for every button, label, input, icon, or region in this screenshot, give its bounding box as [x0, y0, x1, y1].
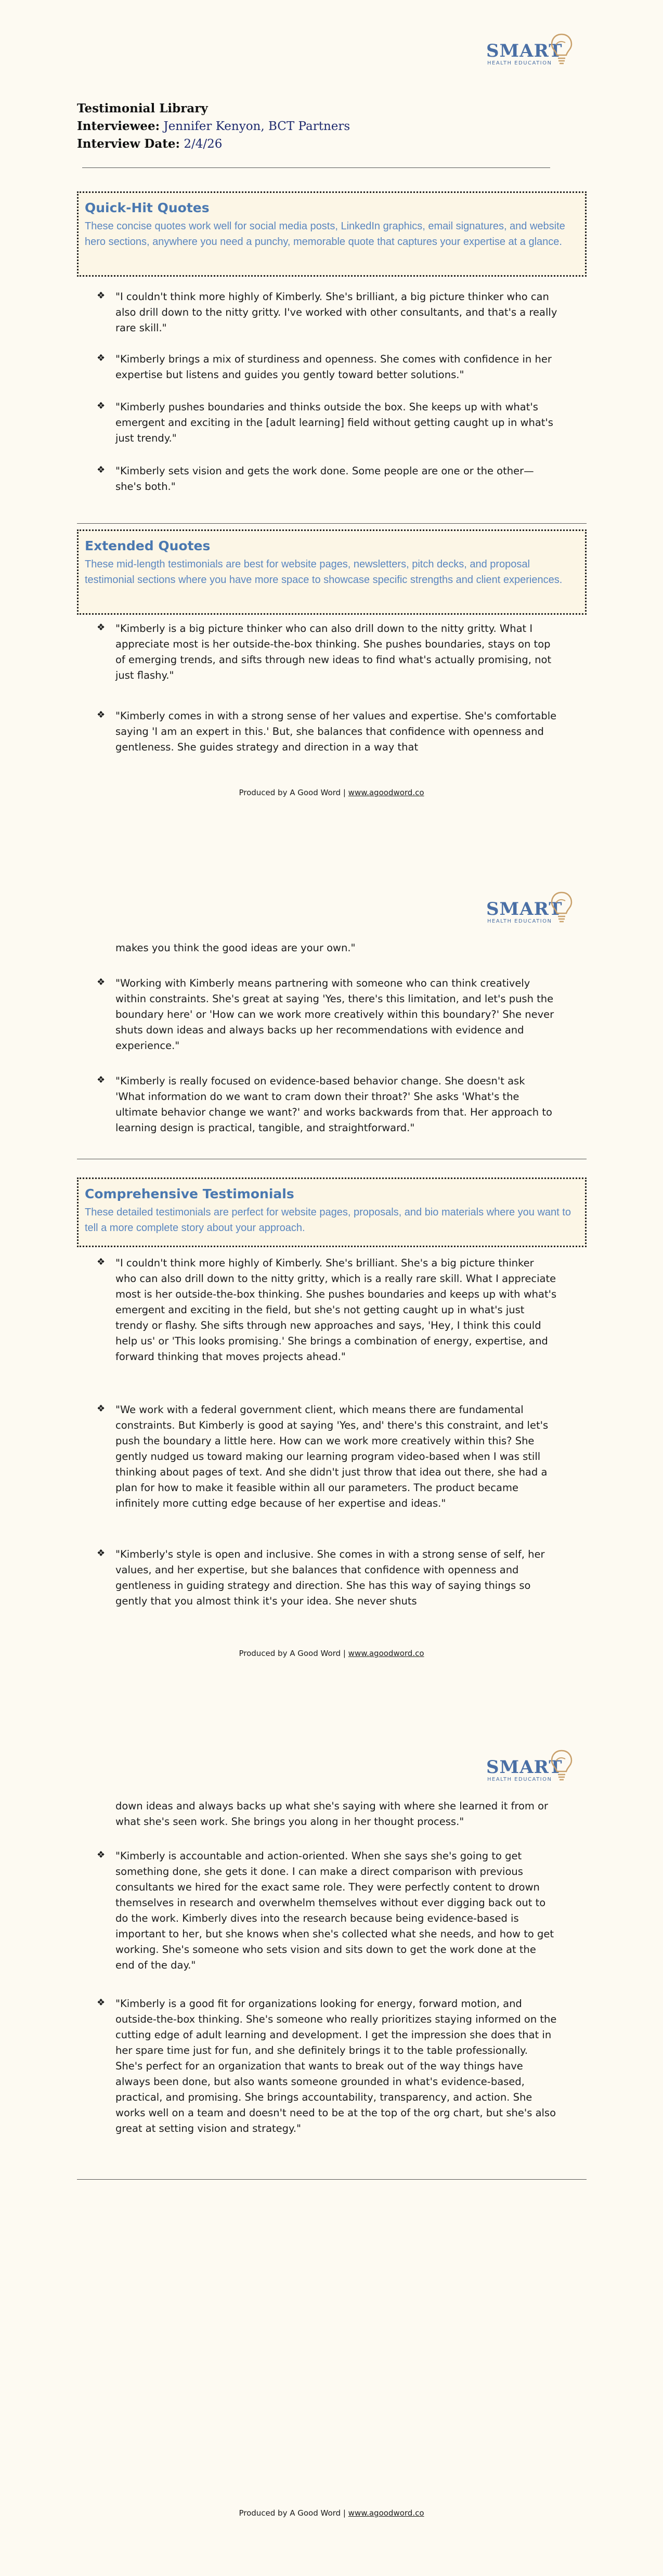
footer-text: Produced by A Good Word | [239, 788, 348, 797]
extended-section-header [77, 529, 587, 615]
bullet-icon: ❖ [97, 1075, 106, 1085]
bullet-icon: ❖ [97, 622, 106, 633]
document-title: Testimonial Library [77, 101, 208, 115]
quote-text: "Kimberly brings a mix of sturdiness and openness. She comes with confidence in her expertise but listens and guides you gently toward better solutions." [115, 353, 552, 381]
footer-text: Produced by A Good Word | [239, 2508, 348, 2518]
logo [486, 25, 575, 72]
section-title: Quick-Hit Quotes [85, 200, 210, 215]
interviewee-value: Jennifer Kenyon, BCT Partners [163, 120, 350, 133]
document-header [77, 100, 350, 153]
bullet-icon: ❖ [97, 977, 106, 988]
bullet-icon: ❖ [97, 1257, 106, 1267]
section-description: These mid-length testimonials are best for website pages, newsletters, pitch decks, and proposal testimonial sections where you have more space to showcase specific strengths and client experiences. [85, 559, 563, 586]
date-value: 2/4/26 [184, 137, 223, 151]
page-1 [0, 0, 663, 858]
quote-text: "Kimberly is a good fit for organizations looking for energy, forward motion, and outside-the-box thinking. She's someone who really prioritizes staying informed on the cutting edge of adult learning and development. I get the impression she does that in her spare time just for fun, and she definitely brings it to the table professionally. She's perfect for an organization that wants to break out of the way things have always been done, but also wants someone grounded in what's evidence-based, practical, and promising. She brings accountability, transparency, and action. She works well on a team and doesn't need to be at the top of the org chart, but she's also great at setting vision and strategy." [115, 1998, 557, 2134]
footer-link[interactable]: www.agoodword.co [348, 788, 424, 797]
divider [82, 167, 550, 168]
comprehensive-section-header [77, 1177, 587, 1247]
bullet-icon: ❖ [97, 353, 106, 364]
logo-brand: SMART [486, 41, 563, 61]
logo [486, 883, 575, 930]
logo-subtitle: HEALTH EDUCATION [487, 60, 552, 66]
page-footer [0, 788, 663, 797]
bullet-icon: ❖ [97, 1548, 106, 1559]
bullet-icon: ❖ [97, 709, 106, 720]
quote-text: "We work with a federal government client, which means there are fundamental constraints. But Kimberly is good at saying 'Yes, and' there's this constraint, and let's push the boundary a little here. How can we work more creatively within this? She gently nudged us toward making our learning program video-based when I was still thinking about pages of text. And she didn't just throw that idea out there, she had a plan for how to make it feasible within all our parameters. The product became infinitely more cutting edge because of her expertise and ideas." [115, 1404, 549, 1509]
footer-text: Produced by A Good Word | [239, 1649, 348, 1658]
logo-brand: SMART [486, 899, 563, 920]
quote-text: "Kimberly is really focused on evidence-based behavior change. She doesn't ask 'What information do we want to cram down their throat?' She asks 'What's the ultimate behavior change we want?' and works backwards from that. Her approach to learning design is practical, tangible, and straightforward." [115, 1075, 552, 1134]
quote-text-continued: down ideas and always backs up what she's saying with where she learned it from or what she's seen work. She brings you along in her thought process." [115, 1800, 549, 1828]
lightbulb-icon [549, 889, 575, 926]
divider [77, 523, 587, 524]
bullet-icon: ❖ [97, 1849, 106, 1860]
date-label: Interview Date: [77, 137, 180, 151]
logo [486, 1741, 575, 1788]
section-description: These detailed testimonials are perfect for website pages, proposals, and bio materials where you want to tell a more complete story about your approach. [85, 1207, 571, 1234]
bullet-icon: ❖ [97, 1997, 106, 2008]
section-title: Comprehensive Testimonials [85, 1186, 294, 1201]
interviewee-label: Interviewee: [77, 119, 160, 133]
page-footer [0, 2508, 663, 2518]
quote-text: "Kimberly sets vision and gets the work done. Some people are one or the other—she's both." [115, 465, 534, 493]
quote-text: "Kimberly is a big picture thinker who can also drill down to the nitty gritty. What I appreciate most is her outside-the-box thinking. She pushes boundaries, stays on top of emerging trends, and sifts through new ideas to find what's actually promising, not just flashy." [115, 623, 552, 681]
logo-subtitle: HEALTH EDUCATION [487, 918, 552, 924]
lightbulb-icon [549, 31, 575, 68]
logo-subtitle: HEALTH EDUCATION [487, 1777, 552, 1782]
logo-brand: SMART [486, 1757, 563, 1778]
quote-text: "Kimberly comes in with a strong sense of her values and expertise. She's comfortable saying 'I am an expert in this.' But, she balances that confidence with openness and gentleness. She guides strategy and direction in a way that [115, 710, 557, 753]
bullet-icon: ❖ [97, 290, 106, 301]
quote-text: "I couldn't think more highly of Kimberly. She's brilliant. She's a big picture thinker who can also drill down to the nitty gritty, which is a really rare skill. What I appreciate most is her outside-the-box thinking. She pushes boundaries and keeps up with what's emergent and exciting in the field, but she's not getting caught up in what's just trendy or flashy. She sifts through new approaches and says, 'Hey, I think this could help us' or 'This looks promising.' She brings a combination of energy, expertise, and forward thinking that moves projects ahead." [115, 1257, 557, 1363]
footer-link[interactable]: www.agoodword.co [348, 2508, 424, 2518]
bullet-icon: ❖ [97, 464, 106, 475]
lightbulb-icon [549, 1747, 575, 1784]
page-2 [0, 858, 663, 1716]
quote-text: "Kimberly is accountable and action-oriented. When she says she's going to get something done, she gets it done. I can make a direct comparison with previous consultants we hired for the exact same role. They were perfectly content to drown themselves in research and overwhelm themselves without ever digging back out to do the work. Kimberly dives into the research because being evidence-based is important to her, but she knows when she's collected what she needs, and how to get working. She's someone who sets vision and sits down to get the work done at the end of the day." [115, 1850, 554, 1971]
section-description: These concise quotes work well for social media posts, LinkedIn graphics, email signatures, and website hero sections, anywhere you need a punchy, memorable quote that captures your expertise at a glance. [85, 221, 565, 248]
quote-text: "Kimberly pushes boundaries and thinks outside the box. She keeps up with what's emergent and exciting in the [adult learning] field without getting caught up in what's just trendy." [115, 401, 553, 444]
page-3 [0, 1716, 663, 2576]
bullet-icon: ❖ [97, 1403, 106, 1414]
quote-text: "I couldn't think more highly of Kimberly. She's brilliant, a big picture thinker who can also drill down to the nitty gritty. I've worked with other consultants, and that's a really rare skill." [115, 291, 557, 334]
page-footer [0, 1649, 663, 1658]
bullet-icon: ❖ [97, 400, 106, 411]
quote-text: "Working with Kimberly means partnering with someone who can think creatively within constraints. She's great at saying 'Yes, there's this limitation, and let's push the boundary here' or 'How can we work more creatively within this boundary?' She never shuts down ideas and always backs up her recommendations with evidence and experience." [115, 977, 554, 1052]
quick-hit-section-header [77, 191, 587, 277]
footer-link[interactable]: www.agoodword.co [348, 1649, 424, 1658]
quote-text-continued: makes you think the good ideas are your own." [115, 942, 356, 954]
quote-text: "Kimberly's style is open and inclusive. She comes in with a strong sense of self, her values, and her expertise, but she balances that confidence with openness and gentleness in guiding strategy and direction. She has this way of saying things so gently that you almost think it's your idea. She never shuts [115, 1548, 545, 1607]
divider [77, 2179, 587, 2180]
section-title: Extended Quotes [85, 538, 211, 553]
